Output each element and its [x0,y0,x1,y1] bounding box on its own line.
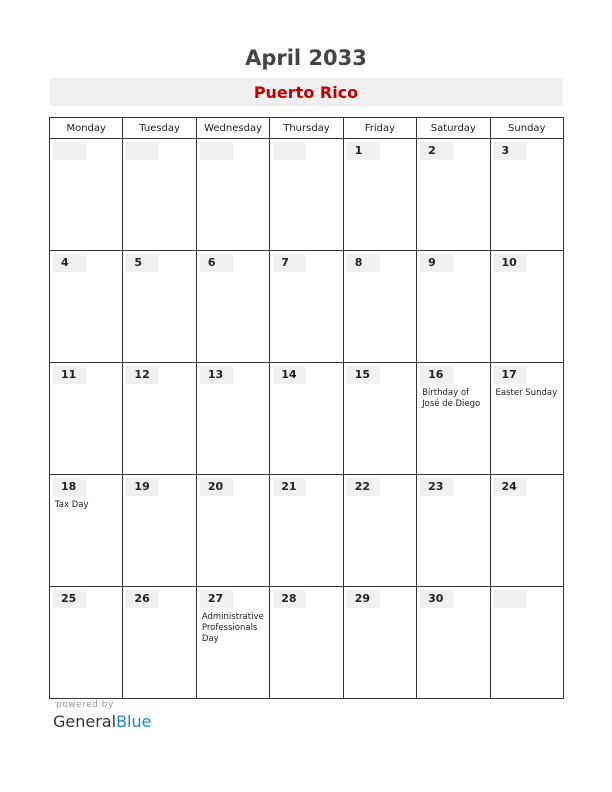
day-cell[interactable] [196,139,269,251]
day-cell[interactable] [123,587,196,699]
day-cell[interactable] [343,251,416,363]
day-cell[interactable] [490,475,563,587]
day-cell[interactable] [343,475,416,587]
weekday-wednesday: Wednesday [196,118,269,139]
day-cell[interactable] [123,251,196,363]
day-cell[interactable] [50,363,123,475]
day-number: 18 [53,478,86,496]
day-cell[interactable] [196,251,269,363]
day-cell[interactable] [50,139,123,251]
day-number: 13 [200,366,233,384]
weekday-header-row [50,118,564,139]
brand-general: General [53,712,117,731]
day-cell[interactable] [50,251,123,363]
week-row [50,139,564,251]
day-number: 4 [53,254,86,272]
day-number: 20 [200,478,233,496]
day-number: 22 [347,478,380,496]
week-row [50,475,564,587]
day-number: 14 [273,366,306,384]
day-cell[interactable] [270,363,343,475]
day-cell[interactable] [270,587,343,699]
day-cell[interactable] [196,587,269,699]
day-number: 27 [200,590,233,608]
day-number: 28 [273,590,306,608]
day-number [126,142,159,160]
day-number: 1 [347,142,380,160]
day-cell[interactable] [270,139,343,251]
day-cell[interactable] [123,363,196,475]
day-cell[interactable] [417,139,490,251]
holiday-label: Tax Day [55,500,89,510]
calendar-title: April 2033 [245,46,367,70]
day-number: 9 [420,254,453,272]
day-cell[interactable] [343,363,416,475]
day-number: 6 [200,254,233,272]
powered-by-label: powered by [56,700,114,710]
day-cell[interactable] [50,475,123,587]
day-number: 5 [126,254,159,272]
holiday-label: Administrative Professionals Day [201,612,264,644]
day-cell[interactable] [123,139,196,251]
day-number: 11 [53,366,86,384]
day-cell[interactable] [417,587,490,699]
day-cell[interactable] [270,475,343,587]
day-cell[interactable] [50,587,123,699]
day-number: 30 [420,590,453,608]
day-cell[interactable] [196,363,269,475]
day-number: 16 [420,366,453,384]
day-cell[interactable] [417,475,490,587]
brand-blue: Blue [116,712,152,731]
day-cell[interactable] [417,363,490,475]
weekday-saturday: Saturday [417,118,490,139]
day-cell[interactable] [196,475,269,587]
day-cell[interactable] [490,587,563,699]
day-cell[interactable] [490,139,563,251]
day-cell[interactable] [123,475,196,587]
weekday-monday: Monday [50,118,123,139]
week-row [50,251,564,363]
day-cell[interactable] [343,139,416,251]
day-cell[interactable] [270,251,343,363]
day-number: 24 [494,478,527,496]
day-number: 10 [494,254,527,272]
day-number: 19 [126,478,159,496]
weekday-thursday: Thursday [270,118,343,139]
calendar-grid [49,117,564,699]
day-number [273,142,306,160]
day-cell[interactable] [490,251,563,363]
day-number: 12 [126,366,159,384]
day-number: 3 [494,142,527,160]
day-number [200,142,233,160]
holiday-label: Birthday of José de Diego [422,388,481,409]
week-row [50,363,564,475]
day-number: 21 [273,478,306,496]
day-number: 25 [53,590,86,608]
country-banner [49,78,563,106]
day-number: 2 [420,142,453,160]
weekday-tuesday: Tuesday [123,118,196,139]
day-number: 26 [126,590,159,608]
weekday-friday: Friday [343,118,416,139]
country-name: Puerto Rico [253,83,359,102]
week-row [50,587,564,699]
day-number: 23 [420,478,453,496]
brand-logo[interactable] [53,712,151,731]
day-cell[interactable] [343,587,416,699]
day-number [494,590,527,608]
day-number: 7 [273,254,306,272]
day-cell[interactable] [417,251,490,363]
day-number: 15 [347,366,380,384]
day-cell[interactable] [490,363,563,475]
day-number [53,142,86,160]
day-number: 17 [494,366,527,384]
day-number: 8 [347,254,380,272]
weekday-sunday: Sunday [490,118,563,139]
holiday-label: Easter Sunday [495,388,558,398]
day-number: 29 [347,590,380,608]
